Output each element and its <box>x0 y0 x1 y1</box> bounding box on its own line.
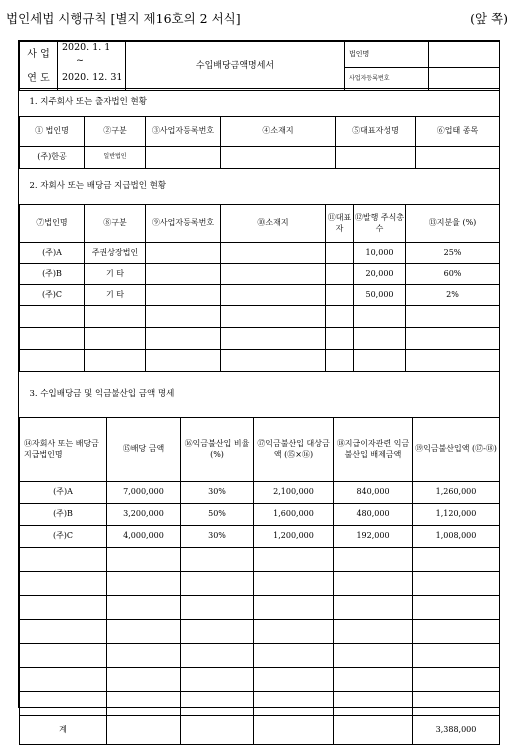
s3-total-cell[interactable] <box>107 716 181 745</box>
s3-empty-cell[interactable] <box>334 548 413 572</box>
s3-empty-cell[interactable] <box>107 692 181 716</box>
s2-header-ratio: ⑬지분율 (%) <box>406 205 500 243</box>
s3-empty-cell[interactable] <box>254 620 334 644</box>
s2-row2-name[interactable]: (주)B <box>20 264 85 285</box>
s3-empty-cell[interactable] <box>181 548 254 572</box>
s3-empty-cell[interactable] <box>413 572 500 596</box>
s3-header-amount: ⑲익금불산입액 (⑰-⑱) <box>413 418 500 482</box>
s2-empty-cell[interactable] <box>326 306 354 328</box>
s3-row2-exclude[interactable]: 480,000 <box>334 504 413 526</box>
s3-empty-cell[interactable] <box>20 620 107 644</box>
s3-empty-cell[interactable] <box>20 548 107 572</box>
form-frame <box>18 40 500 734</box>
s3-total-cell[interactable] <box>254 716 334 745</box>
s3-empty-cell[interactable] <box>20 644 107 668</box>
table-row <box>20 526 500 548</box>
s2-row2-ratio[interactable]: 60% <box>406 264 500 285</box>
s3-row1-rate[interactable]: 30% <box>181 482 254 504</box>
section3-title: 3. 수입배당금 및 익금불산입 금액 명세 <box>20 372 500 418</box>
page-side-label: (앞 쪽) <box>470 11 508 26</box>
section3-table <box>19 371 500 745</box>
s3-row3-amount[interactable]: 1,008,000 <box>413 526 500 548</box>
s1-header-address: ④소재지 <box>221 117 336 147</box>
table-row <box>20 504 500 526</box>
s3-empty-cell[interactable] <box>107 572 181 596</box>
s3-empty-cell[interactable] <box>413 548 500 572</box>
s3-empty-cell[interactable] <box>107 548 181 572</box>
s1-corp-type[interactable]: 일반법인 <box>85 147 146 169</box>
s3-empty-cell[interactable] <box>181 692 254 716</box>
s1-corp-business[interactable] <box>416 147 500 169</box>
s3-row1-name[interactable]: (주)A <box>20 482 107 504</box>
s3-empty-cell[interactable] <box>20 668 107 692</box>
s3-row2-target[interactable]: 1,600,000 <box>254 504 334 526</box>
s3-empty-cell[interactable] <box>334 668 413 692</box>
period-label-top: 사 업 <box>20 42 58 68</box>
table-row <box>20 548 500 572</box>
period-end-date: 2020. 12. 31 <box>58 68 126 91</box>
s2-row3-ratio[interactable]: 2% <box>406 285 500 306</box>
s3-row2-dividend[interactable]: 3,200,000 <box>107 504 181 526</box>
s2-header-name: ⑦법인명 <box>20 205 85 243</box>
form-header-table <box>19 41 500 91</box>
s3-empty-cell[interactable] <box>181 668 254 692</box>
s2-row1-name[interactable]: (주)A <box>20 243 85 264</box>
s2-row3-address[interactable] <box>221 285 326 306</box>
table-row <box>20 620 500 644</box>
s3-empty-cell[interactable] <box>181 572 254 596</box>
s2-empty-cell[interactable] <box>146 306 221 328</box>
s1-corp-bizno[interactable] <box>146 147 221 169</box>
form-reference-title: 법인세법 시행규칙 [별지 제16호의 2 서식] <box>6 11 241 26</box>
s2-empty-cell[interactable] <box>221 328 326 350</box>
table-row <box>20 147 500 169</box>
s2-empty-cell[interactable] <box>354 350 406 372</box>
s3-empty-cell[interactable] <box>334 692 413 716</box>
s2-empty-cell[interactable] <box>20 328 85 350</box>
total-row <box>20 716 500 745</box>
s3-empty-cell[interactable] <box>413 668 500 692</box>
s2-row1-ceo[interactable] <box>326 243 354 264</box>
s1-header-ceo: ⑤대표자성명 <box>336 117 416 147</box>
s3-empty-cell[interactable] <box>107 644 181 668</box>
s2-empty-cell[interactable] <box>221 350 326 372</box>
s3-empty-cell[interactable] <box>20 692 107 716</box>
s3-empty-cell[interactable] <box>334 596 413 620</box>
s3-empty-cell[interactable] <box>107 620 181 644</box>
s2-row3-ceo[interactable] <box>326 285 354 306</box>
s2-header-bizno: ⑨사업자등록번호 <box>146 205 221 243</box>
s3-row1-amount[interactable]: 1,260,000 <box>413 482 500 504</box>
s2-row3-shares[interactable]: 50,000 <box>354 285 406 306</box>
section1-title: 1. 지주회사 또는 출자법인 현황 <box>20 89 500 117</box>
s2-empty-cell[interactable] <box>85 306 146 328</box>
period-label-bottom: 연 도 <box>20 68 58 91</box>
s3-row1-exclude[interactable]: 840,000 <box>334 482 413 504</box>
s3-total-cell[interactable] <box>334 716 413 745</box>
s3-empty-cell[interactable] <box>20 596 107 620</box>
corp-name-label: 법인명 <box>345 42 429 68</box>
bizno-label: 사업자등록번호 <box>345 68 429 91</box>
s3-empty-cell[interactable] <box>254 692 334 716</box>
s3-row2-name[interactable]: (주)B <box>20 504 107 526</box>
s1-corp-address[interactable] <box>221 147 336 169</box>
s3-empty-cell[interactable] <box>181 620 254 644</box>
s3-row1-dividend[interactable]: 7,000,000 <box>107 482 181 504</box>
s3-empty-cell[interactable] <box>254 668 334 692</box>
s3-empty-cell[interactable] <box>254 548 334 572</box>
s2-empty-cell[interactable] <box>354 328 406 350</box>
s2-empty-cell[interactable] <box>326 328 354 350</box>
s3-empty-cell[interactable] <box>254 644 334 668</box>
s3-header-exclude: ⑱지급이자관련 익금불산입 배제금액 <box>334 418 413 482</box>
s1-corp-name[interactable]: (주)한공 <box>20 147 85 169</box>
s3-empty-cell[interactable] <box>181 596 254 620</box>
table-row <box>20 285 500 306</box>
s3-row2-amount[interactable]: 1,120,000 <box>413 504 500 526</box>
table-row <box>20 692 500 716</box>
table-row <box>20 482 500 504</box>
s3-header-rate: ⑯익금불산입 비율(%) <box>181 418 254 482</box>
table-row <box>20 596 500 620</box>
s2-header-shares: ⑫발행 주식총수 <box>354 205 406 243</box>
s3-empty-cell[interactable] <box>413 644 500 668</box>
s3-row3-rate[interactable]: 30% <box>181 526 254 548</box>
s3-empty-cell[interactable] <box>181 644 254 668</box>
corp-name-value[interactable] <box>429 42 500 68</box>
s2-row2-type[interactable]: 기 타 <box>85 264 146 285</box>
s3-empty-cell[interactable] <box>107 596 181 620</box>
s2-empty-cell[interactable] <box>85 328 146 350</box>
s1-header-type: ②구분 <box>85 117 146 147</box>
table-row <box>20 264 500 285</box>
s1-header-bizno: ③사업자등록번호 <box>146 117 221 147</box>
s2-row2-address[interactable] <box>221 264 326 285</box>
section2-title: 2. 자회사 또는 배당금 지급법인 현황 <box>20 169 500 205</box>
s2-row1-ratio[interactable]: 25% <box>406 243 500 264</box>
s3-empty-cell[interactable] <box>20 572 107 596</box>
table-row <box>20 243 500 264</box>
s2-empty-cell[interactable] <box>146 350 221 372</box>
s2-row3-name[interactable]: (주)C <box>20 285 85 306</box>
s2-empty-cell[interactable] <box>85 350 146 372</box>
s2-empty-cell[interactable] <box>406 350 500 372</box>
s3-empty-cell[interactable] <box>334 572 413 596</box>
period-start-date: 2020. 1. 1 ~ <box>58 42 126 68</box>
s2-row2-bizno[interactable] <box>146 264 221 285</box>
s3-row1-target[interactable]: 2,100,000 <box>254 482 334 504</box>
s3-empty-cell[interactable] <box>107 668 181 692</box>
s2-header-type: ⑧구분 <box>85 205 146 243</box>
form-title: 수입배당금액명세서 <box>126 42 345 91</box>
s3-empty-cell[interactable] <box>413 620 500 644</box>
table-row <box>20 668 500 692</box>
s3-row3-exclude[interactable]: 192,000 <box>334 526 413 548</box>
s3-header-target: ⑰익금불산입 대상금액 (⑮×⑯) <box>254 418 334 482</box>
s3-row3-name[interactable]: (주)C <box>20 526 107 548</box>
s2-empty-cell[interactable] <box>146 328 221 350</box>
s2-row1-address[interactable] <box>221 243 326 264</box>
section1-table <box>19 88 500 169</box>
s2-row3-type[interactable]: 기 타 <box>85 285 146 306</box>
s2-row1-shares[interactable]: 10,000 <box>354 243 406 264</box>
s3-row3-dividend[interactable]: 4,000,000 <box>107 526 181 548</box>
s3-empty-cell[interactable] <box>254 572 334 596</box>
table-row <box>20 306 500 328</box>
s3-empty-cell[interactable] <box>413 596 500 620</box>
s3-empty-cell[interactable] <box>413 692 500 716</box>
s1-corp-ceo[interactable] <box>336 147 416 169</box>
s3-empty-cell[interactable] <box>334 644 413 668</box>
s2-empty-cell[interactable] <box>20 350 85 372</box>
s2-row2-shares[interactable]: 20,000 <box>354 264 406 285</box>
s2-empty-cell[interactable] <box>354 306 406 328</box>
s3-header-name: ⑭자회사 또는 배당금 지급법인명 <box>20 418 107 482</box>
s3-total-amount[interactable]: 3,388,000 <box>413 716 500 745</box>
s2-empty-cell[interactable] <box>221 306 326 328</box>
s2-empty-cell[interactable] <box>326 350 354 372</box>
s1-header-name: ① 법인명 <box>20 117 85 147</box>
section2-table <box>19 168 500 372</box>
s2-header-address: ⑩소재지 <box>221 205 326 243</box>
s3-empty-cell[interactable] <box>334 620 413 644</box>
table-row <box>20 350 500 372</box>
table-row <box>20 644 500 668</box>
s2-empty-cell[interactable] <box>20 306 85 328</box>
s2-header-ceo: ⑪대표자 <box>326 205 354 243</box>
s3-total-cell[interactable] <box>181 716 254 745</box>
s3-header-dividend: ⑮배당 금액 <box>107 418 181 482</box>
table-row <box>20 572 500 596</box>
s2-row3-bizno[interactable] <box>146 285 221 306</box>
s2-row1-type[interactable]: 주권상장법인 <box>85 243 146 264</box>
s3-row3-target[interactable]: 1,200,000 <box>254 526 334 548</box>
s2-row2-ceo[interactable] <box>326 264 354 285</box>
s1-header-business: ⑥업태 종목 <box>416 117 500 147</box>
s2-row1-bizno[interactable] <box>146 243 221 264</box>
table-row <box>20 328 500 350</box>
s3-empty-cell[interactable] <box>254 596 334 620</box>
s3-total-label: 계 <box>20 716 107 745</box>
s3-row2-rate[interactable]: 50% <box>181 504 254 526</box>
s2-empty-cell[interactable] <box>406 328 500 350</box>
s2-empty-cell[interactable] <box>406 306 500 328</box>
